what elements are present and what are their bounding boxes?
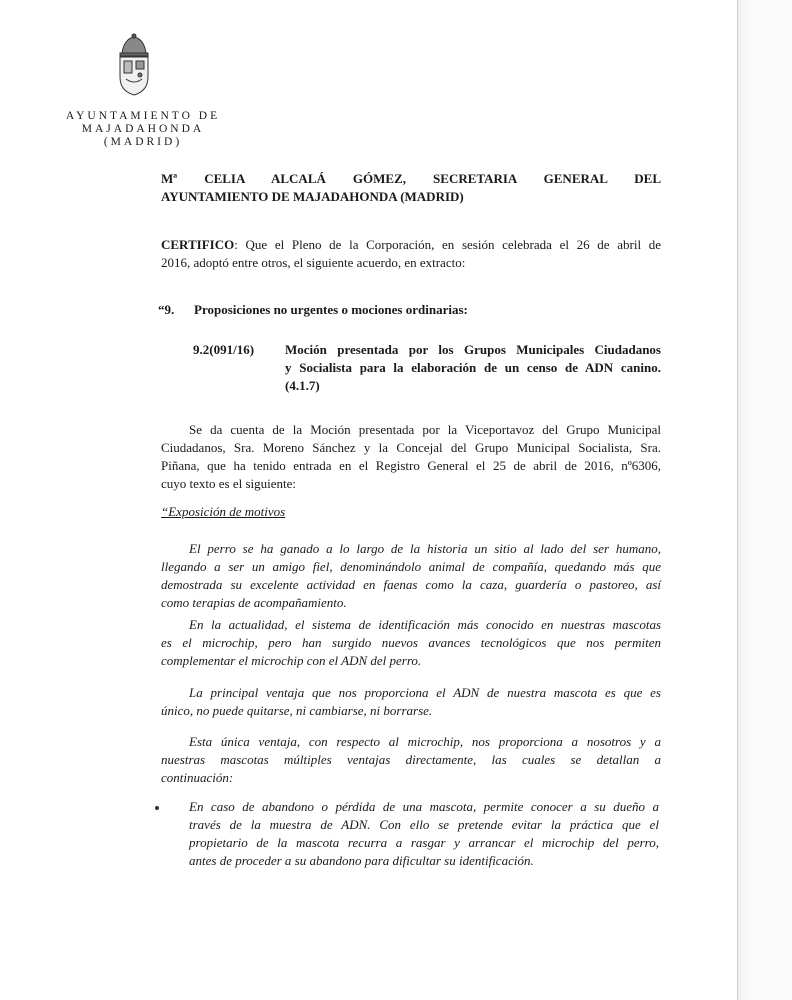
bullet1-line-1: En caso de abandono o pérdida de una mascota, permite conocer a su dueño a <box>189 799 659 814</box>
paragraph-dna-advantage <box>161 684 661 720</box>
section-heading <box>158 301 658 319</box>
subsection-title <box>285 341 661 395</box>
paragraph4-line-1: La principal ventaja que nos proporciona el ADN de nuestra mascota es que es <box>189 685 661 700</box>
bullet1-line-4: antes de proceder a su abandono para dificultar su identificación. <box>189 853 534 868</box>
paragraph2-line-1: El perro se ha ganado a lo largo de la historia un sitio al lado del ser humano, <box>189 541 661 556</box>
paragraph-advantages <box>161 733 661 787</box>
paragraph3-line-3: complementar el microchip con el ADN del perro. <box>161 653 422 668</box>
municipality-line-2: MAJADAHONDA <box>81 123 205 135</box>
paragraph3-line-1: En la actualidad, el sistema de identificación más conocido en nuestras mascotas <box>189 617 661 632</box>
municipality-header <box>58 110 228 149</box>
exposicion-heading: “Exposición de motivos <box>161 504 286 519</box>
coat-of-arms-icon <box>112 33 156 97</box>
heading-line-1: Mª CELIA ALCALÁ GÓMEZ, SECRETARIA GENERAL DEL <box>161 171 661 186</box>
paragraph4-line-2: único, no puede quitarse, ni cambiarse, ni borrarse. <box>161 703 433 718</box>
certifico-line-2: 2016, adoptó entre otros, el siguiente acuerdo, en extracto: <box>161 255 466 270</box>
scan-edge <box>737 0 792 1000</box>
certifico-paragraph <box>161 236 661 272</box>
paragraph2-line-3: demostrada su excelente actividad en faenas como la caza, guardería o pastoreo, así <box>161 577 661 592</box>
bullet1-line-2: través de la muestra de ADN. Con ello se pretende evitar la práctica que el <box>189 817 659 832</box>
section-number: “9. <box>158 302 175 317</box>
subsection-title-line-3: (4.1.7) <box>285 378 320 393</box>
certifier-heading <box>161 170 661 206</box>
subsection-title-line-1: Moción presentada por los Grupos Municipales Ciudadanos <box>285 342 661 357</box>
municipality-line-3: (MADRID) <box>103 136 183 148</box>
subsection-title-line-2: y Socialista para la elaboración de un censo de ADN canino. <box>285 360 661 375</box>
bullet1-line-3: propietario de la mascota recurra a rasgar y arrancar el microchip del perro, <box>189 835 659 850</box>
bullet-item-abandonment <box>189 798 659 870</box>
paragraph1-line-3: Piñana, que ha tenido entrada en el Registro General el 25 de abril de 2016, nº6306, <box>161 458 661 473</box>
paragraph1-line-4: cuyo texto es el siguiente: <box>161 476 297 491</box>
section-title: Proposiciones no urgentes o mociones ordinarias: <box>194 302 468 317</box>
paragraph3-line-2: es el microchip, pero han surgido nuevos avances tecnológicos que nos permiten <box>161 635 661 650</box>
paragraph-microchip <box>161 616 661 670</box>
paragraph5-line-3: continuación: <box>161 770 234 785</box>
paragraph-dog-history <box>161 540 661 612</box>
bullet-icon <box>155 806 159 810</box>
paragraph1-line-1: Se da cuenta de la Moción presentada por la Viceportavoz del Grupo Municipal <box>189 422 661 437</box>
motion-intro-paragraph <box>161 421 661 493</box>
paragraph2-line-2: llegando a ser un amigo fiel, denominándolo animal de compañía, quedando más que <box>161 559 661 574</box>
certifico-line-1-text: : Que el Pleno de la Corporación, en sesión celebrada el 26 de abril de <box>234 237 661 252</box>
certifico-line-1 <box>161 236 661 254</box>
heading-line-2: AYUNTAMIENTO DE MAJADAHONDA (MADRID) <box>161 189 464 204</box>
paragraph5-line-1: Esta única ventaja, con respecto al microchip, nos proporciona a nosotros y a <box>189 734 661 749</box>
certifico-label: CERTIFICO <box>161 237 235 252</box>
paragraph2-line-4: como terapias de acompañamiento. <box>161 595 347 610</box>
paragraph1-line-2: Ciudadanos, Sra. Moreno Sánchez y la Concejal del Grupo Municipal Socialista, Sra. <box>161 440 661 455</box>
subsection-code: 9.2(091/16) <box>193 342 255 357</box>
paragraph5-line-2: nuestras mascotas múltiples ventajas directamente, las cuales se detallan a <box>161 752 661 767</box>
municipality-line-1: AYUNTAMIENTO DE <box>65 110 221 122</box>
